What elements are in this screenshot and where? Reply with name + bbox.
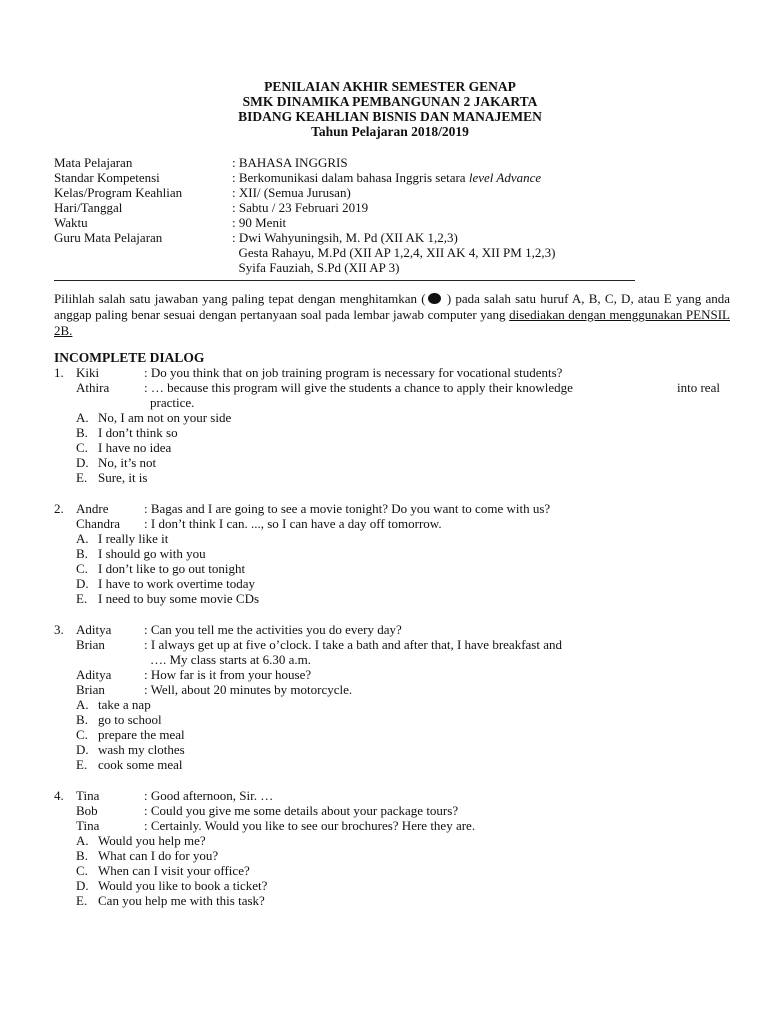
option-a: A. I really like it xyxy=(76,531,169,546)
option-b: B. I don’t think so xyxy=(76,425,178,440)
option-d: D. No, it’s not xyxy=(76,455,157,470)
academic-year: Tahun Pelajaran 2018/2019 xyxy=(311,124,469,139)
section-title: INCOMPLETE DIALOG xyxy=(54,350,205,365)
question-2 xyxy=(54,501,734,606)
question-1 xyxy=(54,365,734,485)
department-name: BIDANG KEAHLIAN BISNIS DAN MANAJEMEN xyxy=(238,109,542,124)
option-c: C. prepare the meal xyxy=(76,727,185,742)
exam-title: PENILAIAN AKHIR SEMESTER GENAP xyxy=(264,79,516,94)
filled-bubble-icon xyxy=(428,293,441,304)
dialog-line: 2. Andre : Bagas and I are going to see a movie tonight? Do you want to come with us? xyxy=(54,501,551,516)
dialog-line: Athira : … because this program will give the students a chance to apply their knowledge into real xyxy=(76,380,720,395)
option-e: E. Can you help me with this task? xyxy=(76,893,265,908)
dialog-line: Brian : Well, about 20 minutes by motorcycle. xyxy=(76,682,353,697)
option-e: E. Sure, it is xyxy=(76,470,148,485)
dialog-line: Tina : Certainly. Would you like to see our brochures? Here they are. xyxy=(76,818,476,833)
option-e: E. I need to buy some movie CDs xyxy=(76,591,260,606)
option-d: D. I have to work overtime today xyxy=(76,576,256,591)
option-c: C. I don’t like to go out tonight xyxy=(76,561,246,576)
option-a: A. No, I am not on your side xyxy=(76,410,232,425)
instructions: Pilihlah salah satu jawaban yang paling tepat dengan menghitamkan ( ) pada salah satu huruf A, B, C, D, atau E yang anda anggap paling benar sesuai dengan pertanyaan soal pada lembar jawab computer yang disediakan dengan menggunakan PENSIL 2B. xyxy=(54,291,730,338)
school-name: SMK DINAMIKA PEMBANGUNAN 2 JAKARTA xyxy=(242,94,538,109)
dialog-line: Brian : I always get up at five o’clock. I take a bath and after that, I have breakfast and xyxy=(76,637,562,652)
option-b: B. What can I do for you? xyxy=(76,848,219,863)
dialog-continuation: practice. xyxy=(150,395,195,410)
option-c: C. When can I visit your office? xyxy=(76,863,250,878)
option-b: B. go to school xyxy=(76,712,162,727)
option-c: C. I have no idea xyxy=(76,440,172,455)
option-a: A. Would you help me? xyxy=(76,833,206,848)
question-3 xyxy=(54,622,734,772)
option-b: B. I should go with you xyxy=(76,546,206,561)
option-d: D. Would you like to book a ticket? xyxy=(76,878,268,893)
dialog-line: Bob : Could you give me some details about your package tours? xyxy=(76,803,459,818)
dialog-line: Aditya : How far is it from your house? xyxy=(76,667,312,682)
option-e: E. cook some meal xyxy=(76,757,183,772)
option-d: D. wash my clothes xyxy=(76,742,185,757)
header-divider xyxy=(54,280,635,281)
option-a: A. take a nap xyxy=(76,697,151,712)
exam-page: PENILAIAN AKHIR SEMESTER GENAP SMK DINAMIKA PEMBANGUNAN 2 JAKARTA BIDANG KEAHLIAN BISNIS DAN MANAJEMEN Tahun Pelajaran 2018/2019 Mata Pelajaran : BAHASA INGGRIS Standar Kompetensi : Berkomunikasi dalam bahasa Inggris setara level Advance Kelas/Program Keahlian : XII/ (Semua Jurusan) Hari/Tanggal : Sabtu / 23 Februari 2019 Waktu : 90 Menit Guru Mata Pelajaran : Dwi Wahyuningsih, M. Pd (XII AK 1,2,3) Gesta Rahayu, M.Pd (XII AP 1,2,4, XII AK 4, XII PM 1,2,3) Syifa Fauziah, S.Pd (XII AP 3) Pilihlah salah satu jawaban yang paling tepat dengan menghitamkan ( ) pada salah satu huruf A, B, C, D, atau E yang anda anggap paling benar sesuai dengan pertanyaan soal pada lembar jawab computer yang disediakan dengan menggunakan PENSIL 2B. INCOMPLETE DIALOG 1. Kiki : Do you think that on job training program is necessary for vocational students? Athira : … because this program will give the students a chance to apply their knowledge into real practice. A. No, I am not on your side B. I don’t think so C. I have no idea D. No, it’s not E. Sure, it is 2. Andre : Bagas and I are going to see a movie tonight? Do you want to come with us? Chandra : I don’t think I can. ..., so I can have a day off tomorrow. A. I really like it B. I should go with you C. I don’t like to go out tonight D. I have to work overtime today E. I need to buy some movie CDs 3. Aditya : Can you tell me the activities you do every day? Brian : I always get up at five o’clock. I take a bath and after that, I have breakfast and …. My class starts at 6.30 a.m. Aditya : How far is it from your house? Brian : Well, about 20 minutes by motorcycle. A. take a nap B. go to school C. prepare the meal D. wash my clothes E. cook some meal 4. Tina : Good afternoon, Sir. … Bob : Could you give me some details about your package tours? Tina : Certainly. Would you like to see our brochures? Here they are. A. Would you help me? B. What can I do for you? C. When can I visit your office? D. Would you like to book a ticket? E. Can you help me with this task? xyxy=(0,0,768,1024)
dialog-line: 1. Kiki : Do you think that on job training program is necessary for vocational students? xyxy=(54,365,563,380)
dialog-continuation: …. My class starts at 6.30 a.m. xyxy=(150,652,312,667)
question-4 xyxy=(54,788,734,908)
dialog-line: Chandra : I don’t think I can. ..., so I can have a day off tomorrow. xyxy=(76,516,442,531)
dialog-line: 3. Aditya : Can you tell me the activities you do every day? xyxy=(54,622,402,637)
dialog-line: 4. Tina : Good afternoon, Sir. … xyxy=(54,788,274,803)
